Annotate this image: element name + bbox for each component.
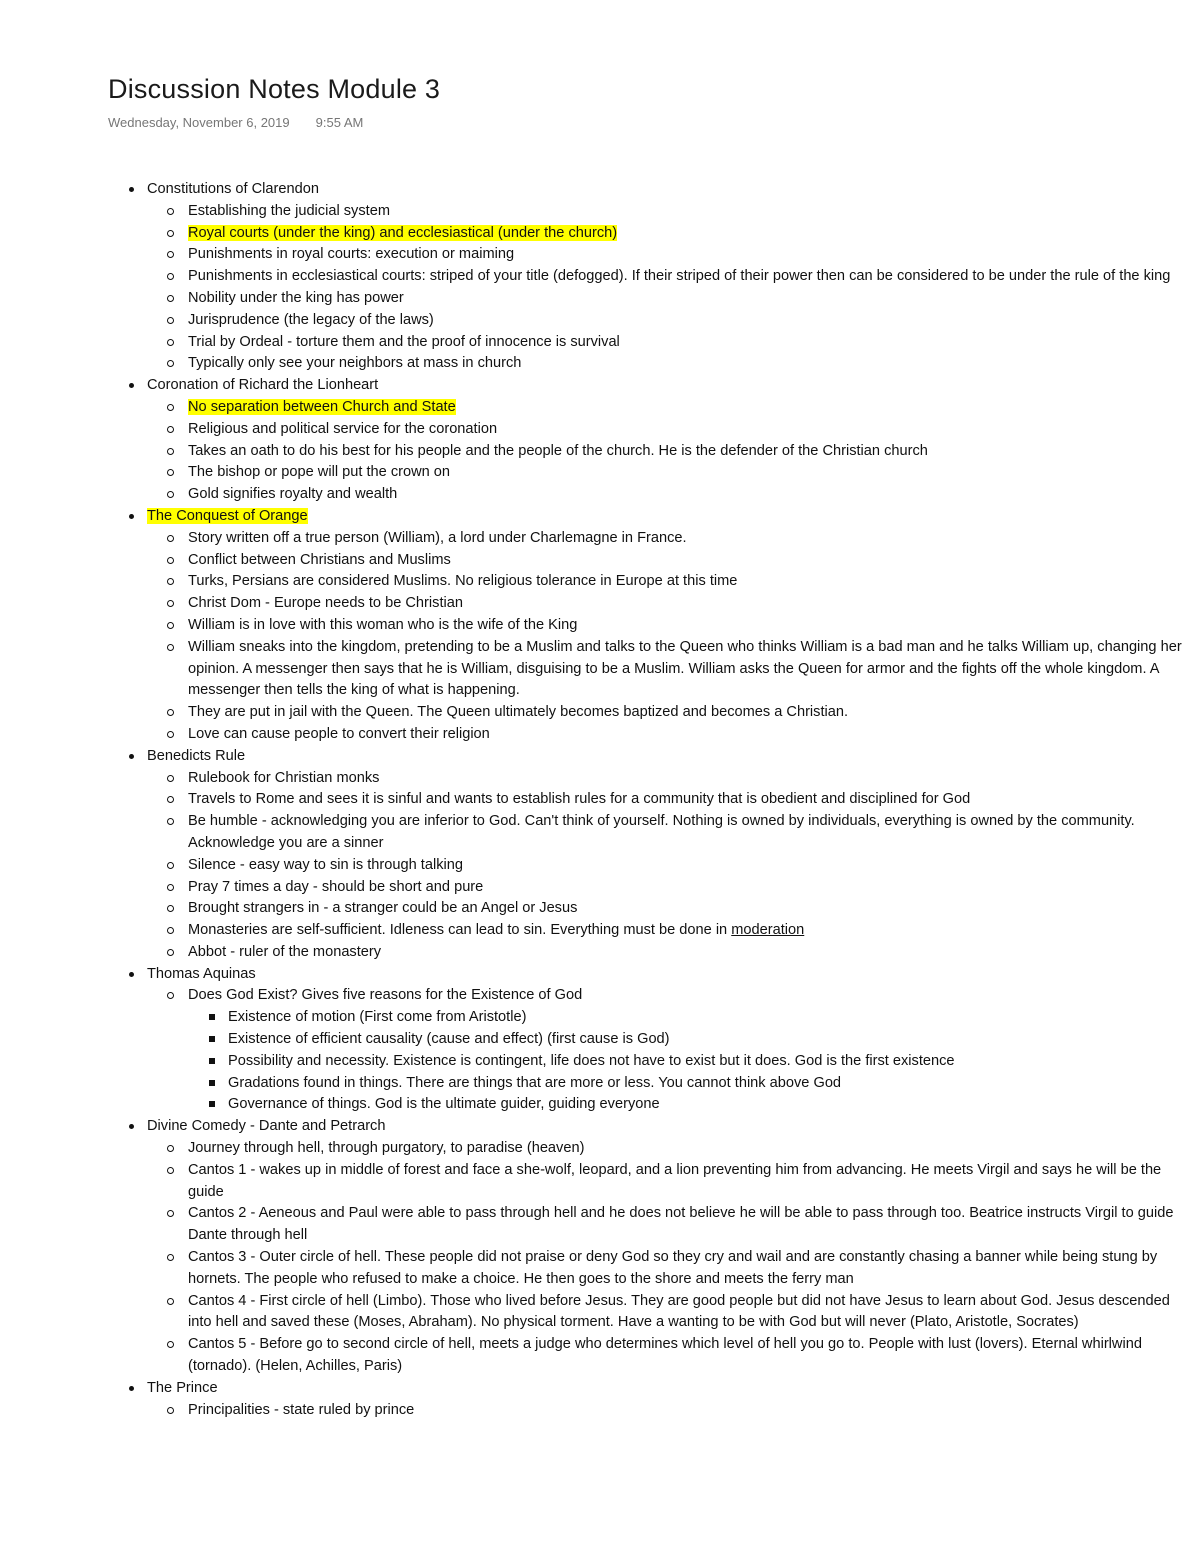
section-heading: Coronation of Richard the Lionheart	[147, 377, 379, 394]
item-text: Love can cause people to convert their religion	[188, 725, 490, 742]
item-text: Jurisprudence (the legacy of the laws)	[188, 311, 434, 328]
bullet-circle-icon	[167, 927, 174, 934]
outline-item	[0, 332, 1200, 354]
item-text: Religious and political service for the coronation	[188, 420, 498, 437]
subitem-text: Gradations found in things. There are things that are more or less. You cannot think above God	[228, 1074, 842, 1091]
bullet-circle-icon	[167, 884, 174, 891]
item-text: Principalities - state ruled by prince	[188, 1401, 415, 1418]
item-text: Be humble - acknowledging you are inferior to God. Can't think of yourself. Nothing is owned by individuals, everything is owned by the community. Acknowledge you are a sinner	[188, 813, 1135, 851]
item-text: The bishop or pope will put the crown on	[188, 464, 451, 481]
outline-subitem	[0, 1073, 1200, 1095]
outline-item	[0, 1247, 1200, 1291]
outline-item	[0, 244, 1200, 266]
outline-section	[0, 1378, 1200, 1400]
outline-item	[0, 462, 1200, 484]
item-text: Monasteries are self-sufficient. Idleness can lead to sin. Everything must be done in	[188, 922, 732, 939]
outline-item	[0, 985, 1200, 1007]
outline-item	[0, 528, 1200, 550]
note-timestamp	[108, 115, 363, 130]
bullet-circle-icon	[167, 208, 174, 215]
outline-item	[0, 310, 1200, 332]
outline-item	[0, 1160, 1200, 1204]
outline-item	[0, 811, 1200, 855]
bullet-circle-icon	[167, 339, 174, 346]
outline-section	[0, 1116, 1200, 1138]
outline-item	[0, 593, 1200, 615]
bullet-circle-icon	[167, 251, 174, 258]
bullet-circle-icon	[167, 273, 174, 280]
outline-item	[0, 942, 1200, 964]
outline-item	[0, 768, 1200, 790]
item-text: Pray 7 times a day - should be short and pure	[188, 878, 484, 895]
note-time: 9:55 AM	[315, 115, 364, 130]
section-heading: Constitutions of Clarendon	[147, 181, 319, 197]
notes-outline	[0, 179, 1200, 1421]
bullet-circle-icon	[167, 1167, 174, 1174]
bullet-circle-icon	[167, 448, 174, 455]
outline-subitem	[0, 1051, 1200, 1073]
bullet-disc-icon	[129, 1386, 134, 1391]
outline-item	[0, 266, 1200, 288]
outline-item	[0, 702, 1200, 724]
item-text: Turks, Persians are considered Muslims. No religious tolerance in Europe at this time	[188, 573, 738, 590]
section-heading: Divine Comedy - Dante and Petrarch	[147, 1118, 386, 1135]
outline-item	[0, 1334, 1200, 1378]
subitem-text: Governance of things. God is the ultimate guider, guiding everyone	[228, 1096, 660, 1113]
item-text: Cantos 3 - Outer circle of hell. These people did not praise or deny God so they cry and wail and are constantly chasing a banner while being stung by hornets. The people who refused to make a choice. He then goes to the shore and meets the ferry man	[188, 1249, 1158, 1287]
bullet-circle-icon	[167, 1407, 174, 1414]
outline-item	[0, 1203, 1200, 1247]
outline-item	[0, 898, 1200, 920]
item-text: Cantos 5 - Before go to second circle of hell, meets a judge who determines which level of hell you go to. People with lust (lovers). Eternal whirlwind (tornado). (Helen, Achilles, Paris)	[188, 1336, 1142, 1375]
item-text: Does God Exist? Gives five reasons for the Existence of God	[188, 987, 583, 1004]
item-text: William is in love with this woman who is the wife of the King	[188, 616, 578, 633]
bullet-circle-icon	[167, 818, 174, 825]
outline-item	[0, 789, 1200, 811]
subitem-text: Existence of motion (First come from Aristotle)	[228, 1009, 527, 1026]
outline-section	[0, 506, 1200, 528]
item-text: Establishing the judicial system	[188, 202, 390, 219]
item-text: Rulebook for Christian monks	[188, 769, 380, 786]
bullet-circle-icon	[167, 578, 174, 585]
item-text: Cantos 1 - wakes up in middle of forest and face a she-wolf, leopard, and a lion preventing him from advancing. He meets Virgil and says he will be the guide	[188, 1161, 1162, 1200]
item-text: Nobility under the king has power	[188, 289, 404, 306]
bullet-circle-icon	[167, 230, 174, 237]
item-text: Silence - easy way to sin is through talking	[188, 856, 463, 873]
bullet-square-icon	[209, 1058, 215, 1064]
outline-item	[0, 920, 1200, 942]
item-text: Journey through hell, through purgatory, to paradise (heaven)	[188, 1140, 585, 1157]
item-text: Story written off a true person (William), a lord under Charlemagne in France.	[188, 529, 687, 546]
item-text: Trial by Ordeal - torture them and the proof of innocence is survival	[188, 333, 620, 350]
bullet-circle-icon	[167, 535, 174, 542]
item-text: Christ Dom - Europe needs to be Christian	[188, 595, 463, 612]
item-text: Brought strangers in - a stranger could be an Angel or Jesus	[188, 900, 578, 917]
bullet-circle-icon	[167, 317, 174, 324]
bullet-disc-icon	[129, 972, 134, 977]
outline-item	[0, 223, 1200, 245]
bullet-circle-icon	[167, 992, 174, 999]
item-text: Takes an oath to do his best for his people and the people of the church. He is the defender of the Christian church	[188, 442, 928, 459]
bullet-circle-icon	[167, 949, 174, 956]
underlined-text: moderation	[731, 922, 805, 939]
bullet-circle-icon	[167, 622, 174, 629]
item-text: Cantos 4 - First circle of hell (Limbo). Those who lived before Jesus. They are good people but did not have Jesus to learn about God. Jesus descended into hell and saved these (Moses, Abraham). No physical torment. Have a wanting to be with God but will never (Plato, Aristotle, Socrates)	[188, 1292, 1170, 1331]
bullet-circle-icon	[167, 469, 174, 476]
outline-subitem	[0, 1029, 1200, 1051]
outline-item	[0, 484, 1200, 506]
bullet-circle-icon	[167, 1298, 174, 1305]
bullet-circle-icon	[167, 360, 174, 367]
outline-item	[0, 724, 1200, 746]
bullet-circle-icon	[167, 731, 174, 738]
bullet-disc-icon	[129, 754, 134, 759]
outline-item	[0, 353, 1200, 375]
outline-item	[0, 288, 1200, 310]
highlighted-text: No separation between Church and State	[188, 398, 456, 415]
bullet-circle-icon	[167, 1210, 174, 1217]
outline-item	[0, 615, 1200, 637]
bullet-circle-icon	[167, 426, 174, 433]
bullet-circle-icon	[167, 709, 174, 716]
bullet-circle-icon	[167, 796, 174, 803]
bullet-circle-icon	[167, 557, 174, 564]
item-text: Conflict between Christians and Muslims	[188, 551, 451, 568]
bullet-disc-icon	[129, 514, 134, 519]
bullet-circle-icon	[167, 1145, 174, 1152]
item-text: Punishments in royal courts: execution or maiming	[188, 246, 515, 263]
item-text: Abbot - ruler of the monastery	[188, 943, 382, 960]
outline-item	[0, 419, 1200, 441]
bullet-circle-icon	[167, 775, 174, 782]
item-text: They are put in jail with the Queen. The Queen ultimately becomes baptized and becomes a Christian.	[188, 704, 849, 721]
highlighted-text: Royal courts (under the king) and ecclesiastical (under the church)	[188, 224, 618, 241]
section-heading: The Prince	[147, 1379, 218, 1396]
outline-subitem	[0, 1007, 1200, 1029]
bullet-square-icon	[209, 1036, 215, 1042]
item-text: Cantos 2 - Aeneous and Paul were able to pass through hell and he does not believe he will be able to pass through too. Beatrice instructs Virgil to guide Dante through hell	[188, 1205, 1174, 1244]
bullet-circle-icon	[167, 1254, 174, 1261]
item-text: Travels to Rome and sees it is sinful and wants to establish rules for a community that is obedient and disciplined for God	[188, 791, 971, 808]
outline-section	[0, 375, 1200, 397]
item-text: Punishments in ecclesiastical courts: striped of your title (defogged). If their striped of their power then can be considered to be under the rule of the king	[188, 268, 1171, 285]
subitem-text: Possibility and necessity. Existence is contingent, life does not have to exist but it does. God is the first existence	[228, 1052, 955, 1069]
bullet-circle-icon	[167, 1341, 174, 1348]
outline-subitem	[0, 1094, 1200, 1116]
bullet-circle-icon	[167, 404, 174, 411]
outline-section	[0, 746, 1200, 768]
item-text: William sneaks into the kingdom, pretending to be a Muslim and talks to the Queen who thinks William is a bad man and he talks William up, changing her opinion. A messenger then says that he is William, disguising to be a Muslim. William asks the Queen for armor and the fights off the whole kingdom. A messenger then tells the king of what is happening.	[188, 638, 1182, 699]
outline-item	[0, 201, 1200, 223]
bullet-disc-icon	[129, 187, 134, 192]
item-text: Gold signifies royalty and wealth	[188, 486, 398, 503]
bullet-circle-icon	[167, 905, 174, 912]
subitem-text: Existence of efficient causality (cause and effect) (first cause is God)	[228, 1031, 670, 1048]
outline-item	[0, 877, 1200, 899]
outline-item	[0, 441, 1200, 463]
bullet-disc-icon	[129, 1124, 134, 1129]
bullet-square-icon	[209, 1101, 215, 1107]
highlighted-heading: The Conquest of Orange	[147, 507, 308, 524]
bullet-square-icon	[209, 1080, 215, 1086]
bullet-circle-icon	[167, 644, 174, 651]
note-date: Wednesday, November 6, 2019	[108, 115, 290, 130]
outline-item	[0, 571, 1200, 593]
outline-item	[0, 397, 1200, 419]
section-heading: Thomas Aquinas	[147, 965, 256, 982]
bullet-disc-icon	[129, 383, 134, 388]
outline-item	[0, 550, 1200, 572]
outline-item	[0, 855, 1200, 877]
outline-item	[0, 637, 1200, 702]
outline-item	[0, 1400, 1200, 1422]
outline-section	[0, 964, 1200, 986]
outline-item	[0, 1138, 1200, 1160]
item-text: Typically only see your neighbors at mass in church	[188, 355, 522, 372]
section-heading: Benedicts Rule	[147, 747, 246, 764]
page-title: Discussion Notes Module 3	[108, 74, 441, 104]
bullet-circle-icon	[167, 295, 174, 302]
bullet-circle-icon	[167, 491, 174, 498]
outline-section	[0, 179, 1200, 201]
bullet-circle-icon	[167, 862, 174, 869]
bullet-circle-icon	[167, 600, 174, 607]
bullet-square-icon	[209, 1014, 215, 1020]
outline-item	[0, 1291, 1200, 1335]
